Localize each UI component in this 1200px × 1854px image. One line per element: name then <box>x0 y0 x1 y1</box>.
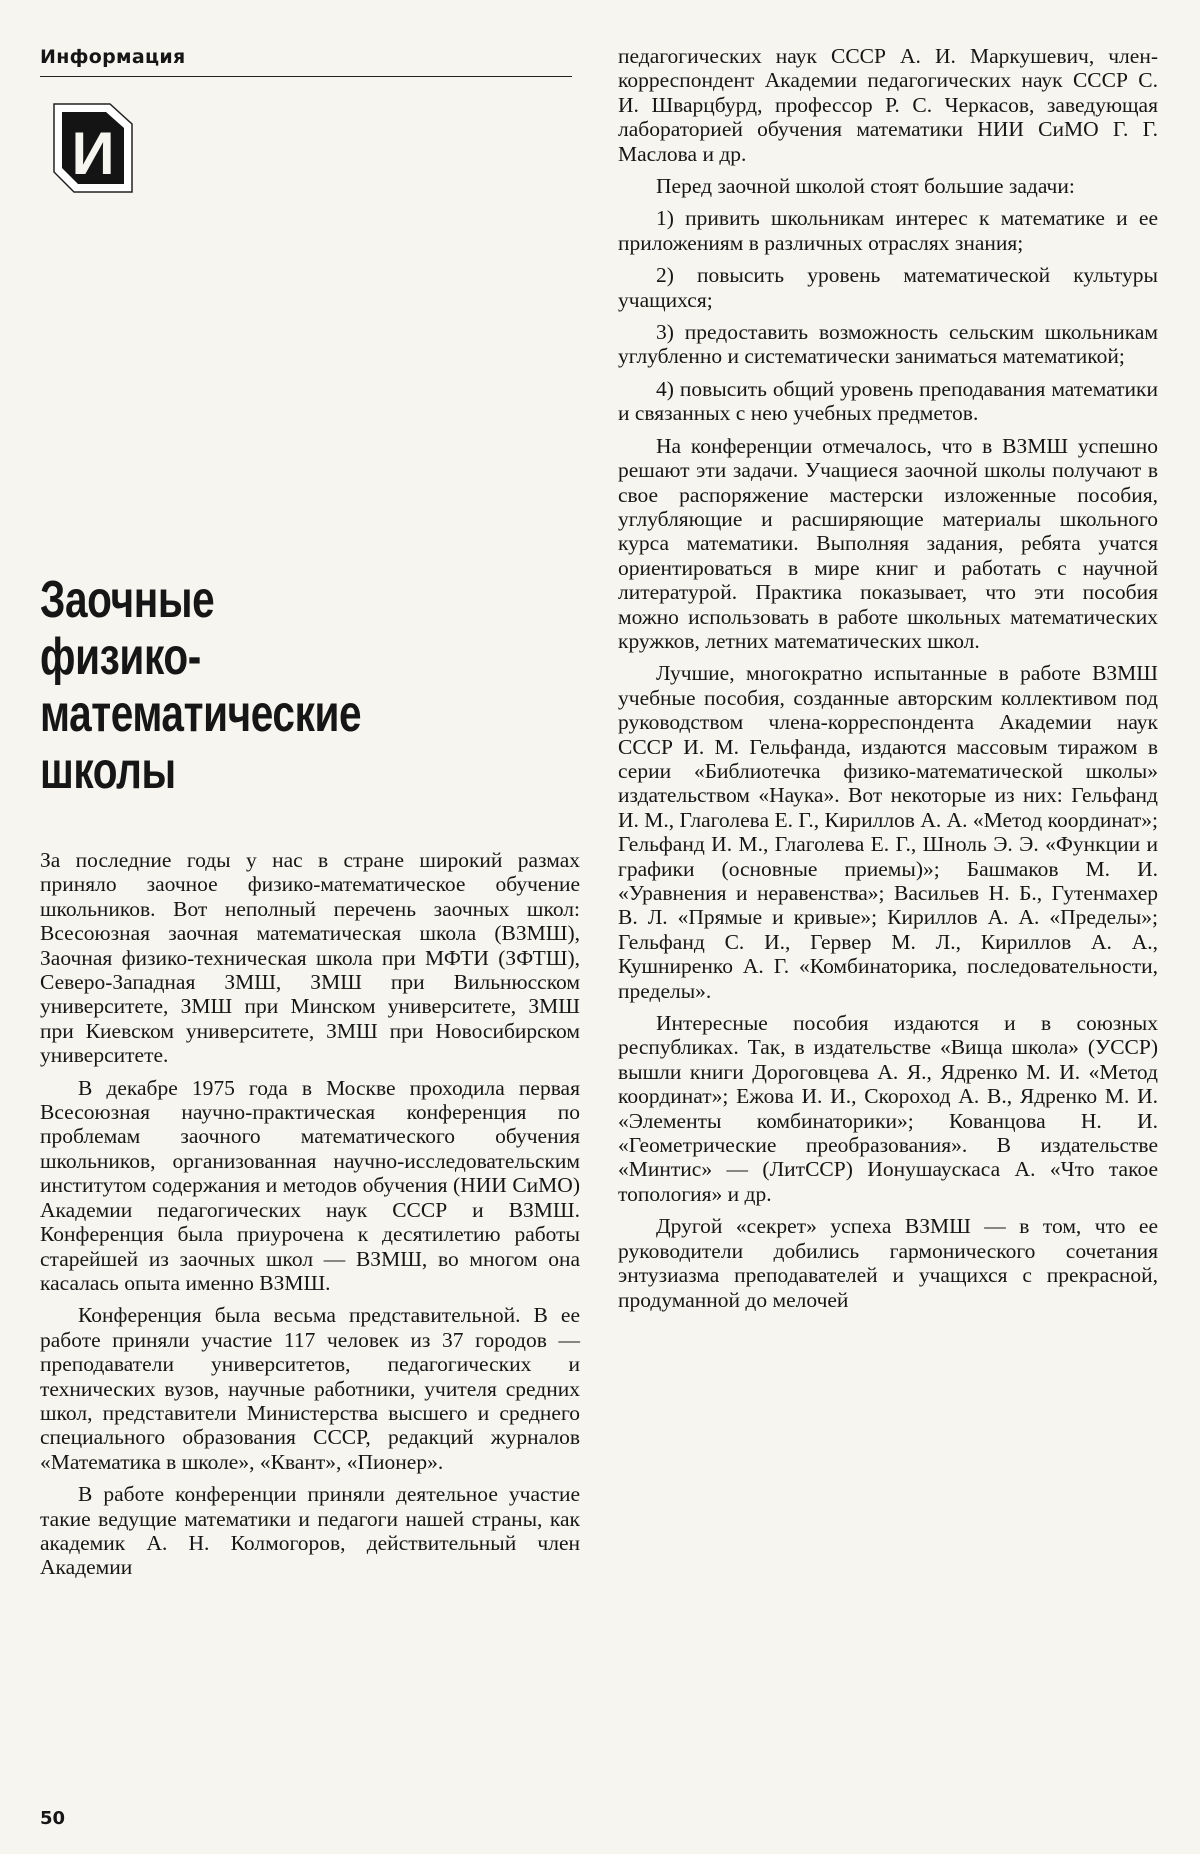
paragraph: Лучшие, многократно испытанные в работе ВЗМШ учебные пособия, созданные авторским коллективом под руководством члена-корреспондента Академии наук СССР И. М. Гельфанда, издаются массовым тиражом в серии «Библиотечка физико-математической школы» издательством «Наука». Вот некоторые из них: Гельфанд И. М., Глаголева Е. Г., Кириллов А. А. «Метод координат»; Гельфанд И. М., Глаголева Е. Г., Шноль Э. Э. «Функции и графики (основные приемы)»; Башмаков М. И. «Уравнения и неравенства»; Васильев Н. Б., Гутенмахер В. Л. «Прямые и кривые»; Кириллов А. А. «Пределы»; Гельфанд С. И., Гервер М. Л., Кириллов А. А., Кушниренко А. Г. «Комбинаторика, последовательности, пределы». <box>618 661 1158 1003</box>
paragraph: педагогических наук СССР А. И. Маркушевич, член-корреспондент Академии педагогических наук СССР С. И. Шварцбурд, профессор Р. С. Черкасов, заведующая лабораторией обучения математики НИИ СиМО Г. Г. Маслова и др. <box>618 44 1158 166</box>
list-item: 3) предоставить возможность сельским школьникам углубленно и систематически заниматься математикой; <box>618 320 1158 369</box>
left-column <box>40 848 580 1588</box>
right-column <box>618 44 1158 1320</box>
section-rule <box>40 76 572 77</box>
paragraph: За последние годы у нас в стране широкий размах приняло заочное физико-математическое обучение школьников. Вот неполный перечень заочных школ: Всесоюзная заочная математическая школа (ВЗМШ), Заочная физико-техническая школа при МФТИ (ЗФТШ), Северо-Западная ЗМШ, ЗМШ при Вильнюсском университете, ЗМШ при Минском университете, ЗМШ при Киевском университете, ЗМШ при Новосибирском университете. <box>40 848 580 1068</box>
title-line: школы <box>40 742 176 800</box>
paragraph: В работе конференции приняли деятельное участие такие ведущие математики и педагоги нашей страны, как академик А. Н. Колмогоров, действительный член Академии <box>40 1482 580 1580</box>
article-title <box>40 572 446 800</box>
paragraph: Другой «секрет» успеха ВЗМШ — в том, что ее руководители добились гармонического сочетания энтузиазма преподавателей и учащихся с прекрасной, продуманной до мелочей <box>618 1214 1158 1312</box>
paragraph: Перед заочной школой стоят большие задачи: <box>656 174 1075 199</box>
paragraph: На конференции отмечалось, что в ВЗМШ успешно решают эти задачи. Учащиеся заочной школы получают в свое распоряжение мастерски изложенные пособия, углубляющие и расширяющие материалы школьного курса математики. Выполняя задания, ребята учатся ориентироваться в мире книг и работать с научной литературой. Практика показывает, что эти пособия можно использовать в работе школьных математических кружков, летних математических школ. <box>618 433 1158 653</box>
page-number: 50 <box>40 1808 66 1829</box>
title-line: Заочные <box>40 571 215 629</box>
list-item: 4) повысить общий уровень преподавания математики и связанных с нею учебных предметов. <box>618 376 1158 426</box>
paragraph: В декабре 1975 года в Москве проходила первая Всесоюзная научно-практическая конференция по проблемам заочного математического обучения школьников, организованная научно-исследовательским институтом содержания и методов обучения (НИИ СиМО) Академии педагогических наук СССР и ВЗМШ. Конференция была приурочена к десятилетию работы старейшей из заочных школ — ВЗМШ, во многом она касалась опыта именно ВЗМШ. <box>40 1075 580 1295</box>
title-line: математические <box>40 685 362 743</box>
logo-letter: И <box>71 120 115 187</box>
paragraph: Интересные пособия издаются и в союзных республиках. Так, в издательстве «Вища школа» (УССР) вышли книги Дороговцева А. Я., Ядренко М. И. «Метод координат»; Ежова И. И., Скороход А. В., Ядренко М. И. «Элементы комбинаторики»; Кованцова Н. И. «Геометрические преобразования». В издательстве «Минтис» — (ЛитССР) Ионушаускаса А. «Что такое топология» и др. <box>618 1011 1158 1206</box>
paragraph: Конференция была весьма представительной. В ее работе приняли участие 117 человек из 37 городов — преподаватели университетов, педагогических и технических вузов, научные работники, учителя средних школ, представители Министерства высшего и среднего специального образования СССР, редакций журналов «Математика в школе», «Квант», «Пионер». <box>40 1303 580 1474</box>
journal-logo-icon <box>48 100 138 196</box>
section-label: Информация <box>40 46 186 68</box>
list-item: 2) повысить уровень математической культуры учащихся; <box>618 263 1158 312</box>
list-item: 1) привить школьникам интерес к математике и ее приложениям в различных отраслях знания; <box>618 206 1158 255</box>
title-line: физико- <box>40 628 201 686</box>
